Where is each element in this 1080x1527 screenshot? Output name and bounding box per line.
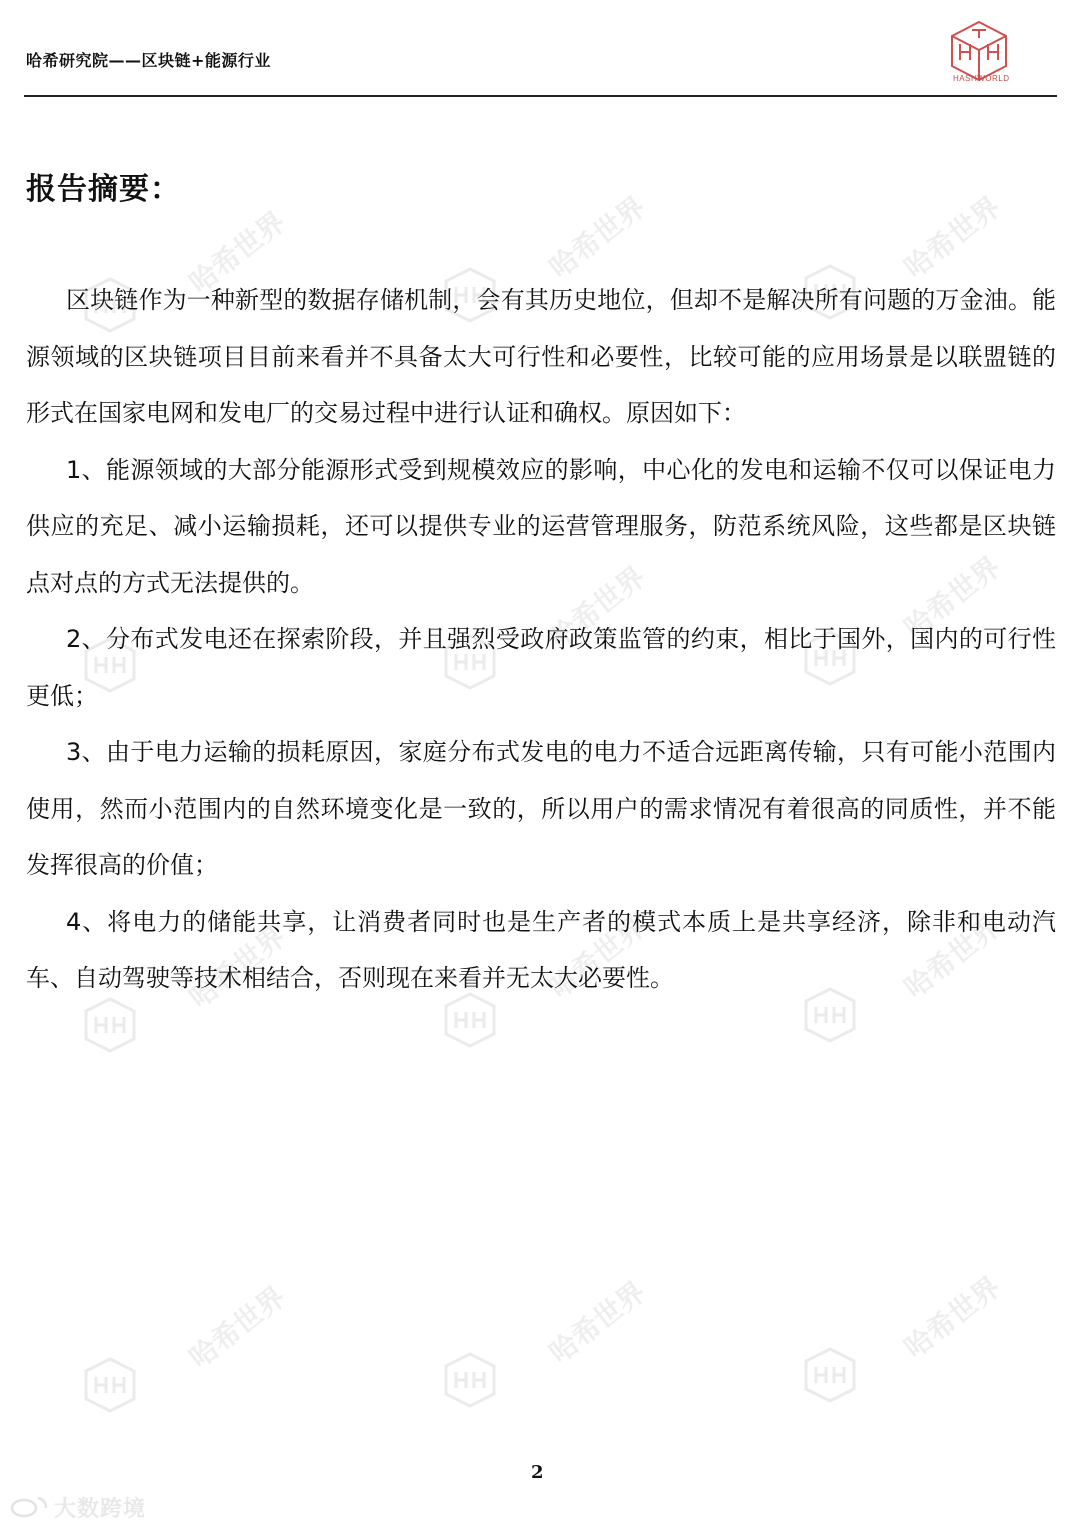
watermark-text: 哈希世界 [898, 189, 1007, 285]
page-number: 2 [531, 1462, 544, 1483]
weibo-icon [10, 1494, 52, 1518]
watermark-text: 哈希世界 [183, 919, 292, 1015]
header-title: 哈希研究院——区块链+能源行业 [26, 51, 271, 70]
reason-paragraph-1: 1、能源领域的大部分能源形式受到规模效应的影响，中心化的发电和运输不仅可以保证电力供应的充足、减小运输损耗，还可以提供专业的运营管理服务，防范系统风险，这些都是区块链点对点的方式无法提供的。 [26, 455, 1056, 597]
watermark-text: 哈希世界 [543, 909, 652, 1005]
watermark-text: 哈希世界 [898, 1269, 1007, 1365]
reason-paragraph-2: 2、分布式发电还在探索阶段，并且强烈受政府政策监管的约束，相比于国外，国内的可行性更低； [26, 625, 1056, 710]
summary-heading: 报告摘要： [26, 172, 181, 207]
summary-body [26, 272, 1056, 1007]
hashworld-watermark-icon [800, 1345, 860, 1405]
logo-wordmark: HASHWORLD [953, 74, 1010, 83]
watermark-text: 哈希世界 [543, 189, 652, 285]
watermark-text: 哈希世界 [183, 1279, 292, 1375]
summary-paragraph: 区块链作为一种新型的数据存储机制，会有其历史地位，但却不是解决所有问题的万金油。能源领域的区块链项目目前来看并不具备太大可行性和必要性，比较可能的应用场景是以联盟链的形式在国家电网和发电厂的交易过程中进行认证和确权。原因如下： [26, 286, 1056, 427]
header-divider [24, 95, 1057, 97]
hashworld-watermark-icon [440, 1350, 500, 1410]
watermark-text: 哈希世界 [898, 909, 1007, 1005]
watermark-text: 哈希世界 [543, 1274, 652, 1370]
watermark-text: 哈希世界 [898, 549, 1007, 645]
corner-watermark: 大数跨境 [54, 1497, 147, 1522]
watermark-text: 哈希世界 [183, 204, 292, 300]
reason-paragraph-3: 3、由于电力运输的损耗原因，家庭分布式发电的电力不适合远距离传输，只有可能小范围内使用，然而小范围内的自然环境变化是一致的，所以用户的需求情况有着很高的同质性，并不能发挥很高的价值； [26, 738, 1056, 879]
hashworld-watermark-icon [80, 1355, 140, 1415]
watermark-text: 哈希世界 [543, 559, 652, 655]
reason-paragraph-4: 4、将电力的储能共享，让消费者同时也是生产者的模式本质上是共享经济，除非和电动汽车、自动驾驶等技术相结合，否则现在来看并无太大必要性。 [26, 907, 1056, 992]
